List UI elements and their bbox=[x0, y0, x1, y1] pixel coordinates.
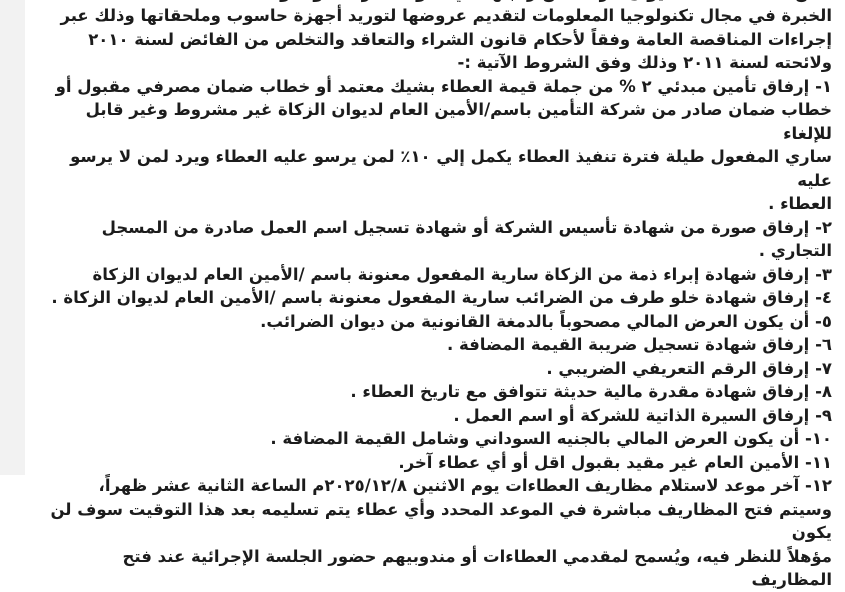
text-line: ٤- إرفاق شهادة خلو طرف من الضرائب سارية المفعول معنونة باسم /الأمين العام لديوان الزكاة . bbox=[51, 288, 832, 307]
text-line: الخبرة في مجال تكنولوجيا المعلومات لتقديم عروضها لتوريد أجهزة حاسوب وملحقاتها وذلك عبر bbox=[60, 6, 832, 25]
text-line: ٣- إرفاق شهادة إبراء ذمة من الزكاة سارية المفعول معنونة باسم /الأمين العام لديوان الزكاة bbox=[92, 264, 832, 284]
text-line: ٧- إرفاق الرقم التعريفي الضريبي . bbox=[546, 358, 832, 378]
document-lines bbox=[42, 4, 832, 592]
text-line: ٦- إرفاق شهادة تسجيل ضريبة القيمة المضافة . bbox=[446, 335, 832, 354]
text-line: إجراءات المناقصة العامة وفقاً لأحكام قانون الشراء والتعاقد والتخلص من الفائض لسنة ٢٠١٠ bbox=[88, 29, 832, 49]
text-line: ولائحته لسنة ٢٠١١ وذلك وفق الشروط الآتية :- bbox=[457, 53, 832, 72]
scan-edge-strip bbox=[0, 0, 25, 475]
text-line: مؤهلاً للنظر فيه، ويُسمح لمقدمي العطاءات أو مندوبيهم حضور الجلسة الإجرائية عند فتح المظاريف bbox=[122, 546, 832, 589]
text-line: العطاء . bbox=[768, 194, 832, 213]
text-line: خطاب ضمان صادر من شركة التأمين باسم/الأمين العام لديوان الزكاة غير مشروط وغير قابل للإلغاء bbox=[85, 100, 832, 143]
text-line: ٨- إرفاق شهادة مقدرة مالية حديثة تتوافق مع تاريخ العطاء . bbox=[350, 382, 832, 401]
text-line: ٩- إرفاق السيرة الذاتية للشركة أو اسم العمل . bbox=[453, 405, 832, 425]
text-line: ٢- إرفاق صورة من شهادة تأسيس الشركة أو شهادة تسجيل اسم العمل صادرة من المسجل التجاري . bbox=[101, 217, 832, 260]
text-line: وسيتم فتح المظاريف مباشرة في الموعد المحدد وأي عطاء يتم تسليمه بعد هذا التوقيت سوف لن يكون bbox=[50, 499, 832, 542]
text-line: ساري المفعول طيلة فترة تنفيذ العطاء يكمل إلي ١٠٪ لمن يرسو عليه العطاء ويرد لمن لا يرسو عليه bbox=[70, 147, 832, 190]
text-line: ١- إرفاق تأمين مبدئي ٢ % من جملة قيمة العطاء بشيك معتمد أو خطاب ضمان مصرفي مقبول أو bbox=[55, 76, 832, 96]
text-line: ١١- الأمين العام غير مقيد بقبول اقل أو أي عطاء آخر. bbox=[398, 452, 832, 472]
text-line: ١٢- آخر موعد لاستلام مظاريف العطاءات يوم الاثنين ٢٠٢٥/١٢/٨م الساعة الثانية عشر ظهراً، bbox=[98, 476, 832, 495]
text-line: ٥- أن يكون العرض المالي مصحوباً بالدمغة القانونية من ديوان الضرائب. bbox=[260, 311, 832, 331]
text-line: ١٠- أن يكون العرض المالي بالجنيه السوداني وشامل القيمة المضافة . bbox=[270, 429, 832, 448]
document-text-block bbox=[42, 0, 832, 592]
